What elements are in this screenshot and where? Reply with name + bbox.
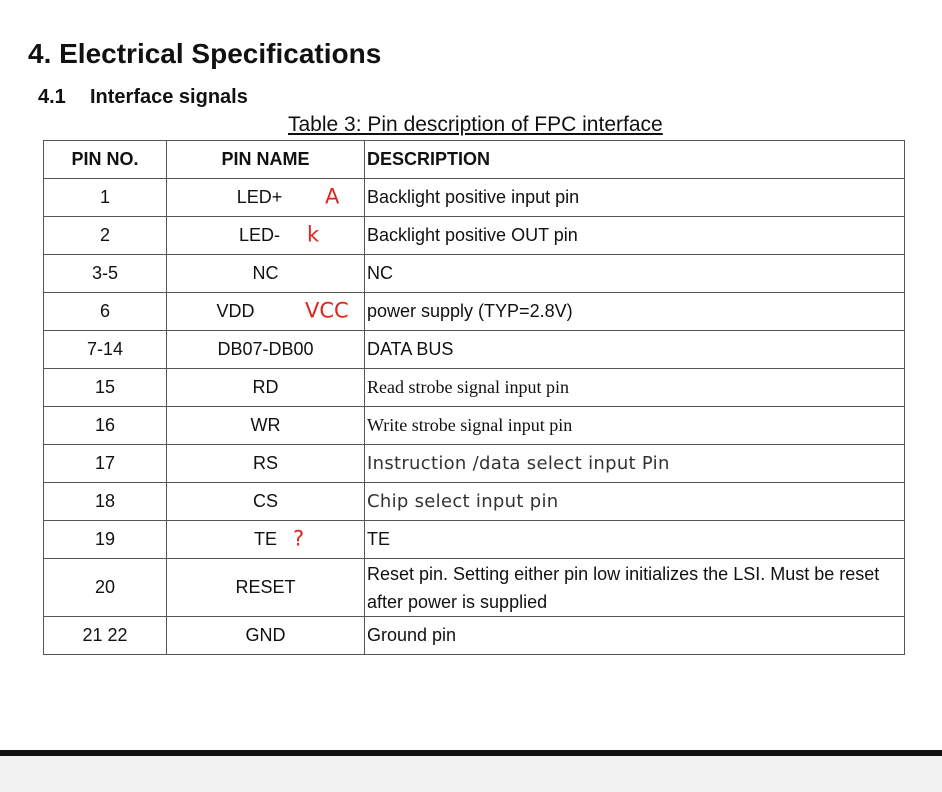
pin-name-cell xyxy=(167,217,365,255)
table-row xyxy=(44,217,905,255)
table-row xyxy=(44,483,905,521)
pin-number: 16 xyxy=(44,407,167,445)
pin-description: Instruction /data select input Pin xyxy=(365,445,905,483)
pin-table xyxy=(43,140,905,655)
pin-name: GND xyxy=(167,617,365,655)
pin-description: Backlight positive OUT pin xyxy=(365,217,905,255)
pin-number: 1 xyxy=(44,179,167,217)
table-header-row xyxy=(44,141,905,179)
pin-name: TE xyxy=(253,529,277,549)
pin-description: DATA BUS xyxy=(365,331,905,369)
table-row xyxy=(44,293,905,331)
pin-name: LED+ xyxy=(236,187,283,207)
handwritten-annotation: k xyxy=(307,222,320,247)
pin-name: NC xyxy=(167,255,365,293)
pin-number: 3-5 xyxy=(44,255,167,293)
pin-number: 2 xyxy=(44,217,167,255)
table-row xyxy=(44,521,905,559)
pin-description: Reset pin. Setting either pin low initializes the LSI. Must be reset after power is supplied xyxy=(365,559,905,617)
pin-description: Read strobe signal input pin xyxy=(365,369,905,407)
bottom-divider xyxy=(0,750,942,756)
table-row xyxy=(44,255,905,293)
handwritten-annotation: VCC xyxy=(305,298,349,323)
pin-description: TE xyxy=(365,521,905,559)
pin-description: NC xyxy=(365,255,905,293)
pin-description: power supply (TYP=2.8V) xyxy=(365,293,905,331)
pin-description: Ground pin xyxy=(365,617,905,655)
pin-number: 6 xyxy=(44,293,167,331)
table-caption: Table 3: Pin description of FPC interface xyxy=(288,113,663,136)
pin-name: RS xyxy=(167,445,365,483)
table-row xyxy=(44,179,905,217)
pin-name: LED- xyxy=(238,225,280,245)
pin-name: VDD xyxy=(216,301,255,321)
pin-number: 15 xyxy=(44,369,167,407)
pin-number: 21 22 xyxy=(44,617,167,655)
subsection-number: 4.1 xyxy=(38,86,66,108)
handwritten-annotation: ? xyxy=(293,526,305,551)
pin-description: Backlight positive input pin xyxy=(365,179,905,217)
table-row xyxy=(44,407,905,445)
pin-name-cell xyxy=(167,179,365,217)
pin-number: 17 xyxy=(44,445,167,483)
pin-name: RESET xyxy=(167,559,365,617)
header-pin-name: PIN NAME xyxy=(167,141,365,179)
pin-number: 19 xyxy=(44,521,167,559)
pin-name: CS xyxy=(167,483,365,521)
table-row xyxy=(44,445,905,483)
table-row xyxy=(44,617,905,655)
pin-description: Chip select input pin xyxy=(365,483,905,521)
header-pin-no: PIN NO. xyxy=(44,141,167,179)
table-row xyxy=(44,369,905,407)
subsection-title: Interface signals xyxy=(90,86,248,108)
pin-number: 20 xyxy=(44,559,167,617)
pin-name-cell xyxy=(167,293,365,331)
pin-description: Write strobe signal input pin xyxy=(365,407,905,445)
handwritten-annotation: A xyxy=(325,184,340,209)
pin-number: 7-14 xyxy=(44,331,167,369)
pin-name: WR xyxy=(167,407,365,445)
pin-name: DB07-DB00 xyxy=(167,331,365,369)
section-heading: 4. Electrical Specifications xyxy=(28,38,382,69)
pin-name-cell xyxy=(167,521,365,559)
pin-name: RD xyxy=(167,369,365,407)
table-row xyxy=(44,331,905,369)
pin-number: 18 xyxy=(44,483,167,521)
subsection-heading xyxy=(38,86,248,109)
header-description: DESCRIPTION xyxy=(365,141,905,179)
table-row xyxy=(44,559,905,617)
